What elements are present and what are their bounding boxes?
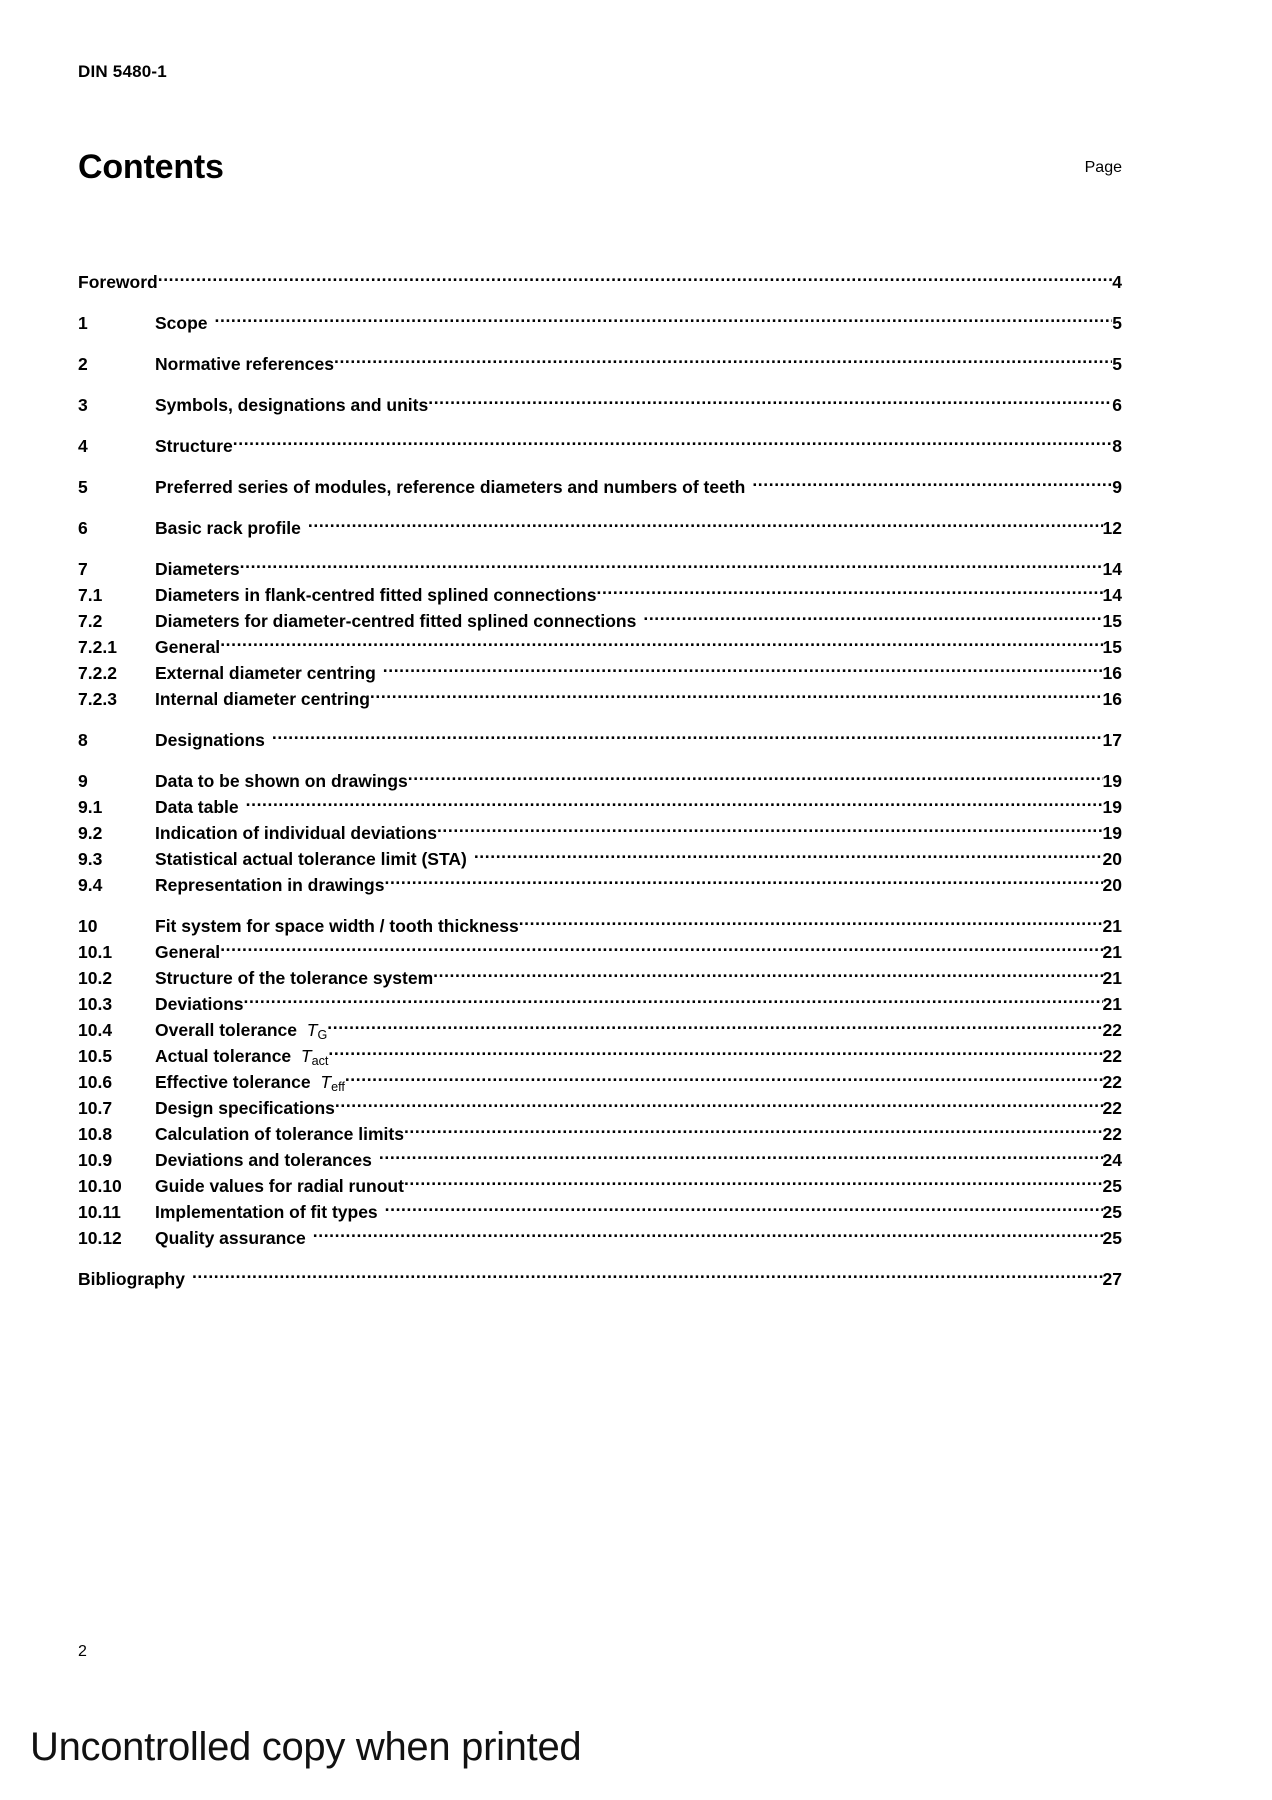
toc-dot-leader [384, 865, 1102, 891]
toc-entry-page-number: 15 [1102, 637, 1122, 657]
toc-entry-page-number: 20 [1102, 875, 1122, 895]
toc-entry-title [155, 660, 376, 686]
toc-entry-title-text: Actual tolerance [155, 1046, 292, 1066]
toc-entry-title-text: Statistical actual tolerance limit (STA) [155, 849, 467, 869]
toc-dot-leader [233, 426, 1112, 452]
toc-entry-title [155, 939, 220, 965]
toc-dot-leader [272, 720, 1103, 746]
toc-entry-page-number: 22 [1102, 1020, 1122, 1040]
toc-dot-leader [246, 787, 1103, 813]
toc-entry-symbol [297, 1020, 327, 1040]
toc-entry-number: 10 [78, 916, 98, 936]
toc-dot-leader [437, 813, 1103, 839]
toc-entry-page-number: 21 [1102, 942, 1122, 962]
toc-entry-title-text: Overall tolerance [155, 1020, 298, 1040]
toc-entry-number: 7.2.3 [78, 689, 117, 709]
toc-entry[interactable] [78, 627, 1122, 657]
toc-entry-number: 10.11 [78, 1202, 121, 1222]
page-column-label: Page [1084, 159, 1122, 176]
toc-entry-title-text: External diameter centring [155, 663, 376, 683]
toc-entry-title-text: Symbols, designations and units [155, 395, 429, 415]
toc-entry-page-number: 25 [1102, 1176, 1122, 1196]
toc-entry-page-number: 25 [1102, 1228, 1122, 1248]
toc-entry-number: 2 [78, 354, 88, 374]
toc-entry-page-number: 14 [1102, 559, 1122, 579]
toc-entry-title-text: Quality assurance [155, 1228, 306, 1248]
toc-dot-leader [308, 508, 1103, 534]
toc-entry[interactable] [78, 549, 1122, 579]
toc-entry[interactable] [78, 653, 1122, 683]
toc-entry-number: 9.1 [78, 797, 103, 817]
toc-entry-title-text: Implementation of fit types [155, 1202, 378, 1222]
toc-entry-title-text: Deviations and tolerances [155, 1150, 372, 1170]
toc-entry-page-number: 16 [1102, 689, 1122, 709]
toc-entry-title [155, 1095, 335, 1121]
toc-dot-leader [345, 1062, 1103, 1088]
toc-entry-page-number: 22 [1102, 1098, 1122, 1118]
toc-entry-page-number: 21 [1102, 994, 1122, 1014]
toc-entry[interactable] [78, 1259, 1122, 1289]
toc-entry-page-number: 22 [1102, 1046, 1122, 1066]
toc-entry-page-number: 9 [1112, 477, 1122, 497]
toc-entry-title-text: Diameters in flank-centred fitted splined connections [155, 585, 597, 605]
toc-entry-title [155, 1017, 327, 1045]
toc-entry-page-number: 22 [1102, 1072, 1122, 1092]
toc-dot-leader [596, 575, 1102, 601]
toc-entry[interactable] [78, 385, 1122, 415]
watermark-uncontrolled-copy: Uncontrolled copy when printed [30, 1725, 582, 1769]
toc-entry-title [78, 1266, 185, 1292]
toc-dot-leader [192, 1259, 1103, 1285]
toc-entry-title [155, 820, 437, 846]
toc-dot-leader [519, 906, 1103, 932]
toc-entry-title-text: Fit system for space width / tooth thickness [155, 916, 519, 936]
toc-entry-title [155, 1173, 404, 1199]
toc-entry-title [155, 515, 301, 541]
toc-entry-title-text: Preferred series of modules, reference diameters and numbers of teeth [155, 477, 746, 497]
folio-page-number: 2 [78, 1643, 87, 1660]
toc-entry-page-number: 16 [1102, 663, 1122, 683]
toc-entry[interactable] [78, 426, 1122, 456]
toc-dot-leader [220, 932, 1102, 958]
toc-entry-title-text: Deviations [155, 994, 244, 1014]
toc-dot-leader [752, 467, 1112, 493]
toc-entry-title-text: Internal diameter centring [155, 689, 370, 709]
toc-entry-number: 7 [78, 559, 88, 579]
symbol-variable: T [300, 1046, 312, 1066]
toc-dot-leader [370, 679, 1103, 705]
toc-entry-title-text: Normative references [155, 354, 334, 374]
toc-entry-number: 10.6 [78, 1072, 113, 1092]
toc-entry-title [155, 1069, 345, 1097]
toc-entry-number: 10.8 [78, 1124, 113, 1144]
toc-entry[interactable] [78, 958, 1122, 988]
toc-entry-title-text: Indication of individual deviations [155, 823, 437, 843]
toc-entry-number: 9 [78, 771, 88, 791]
toc-entry-page-number: 24 [1102, 1150, 1122, 1170]
toc-entry-page-number: 17 [1102, 730, 1122, 750]
toc-entry-title [155, 794, 239, 820]
toc-entry[interactable] [78, 720, 1122, 750]
toc-entry-title [155, 392, 428, 418]
toc-entry-title [155, 351, 334, 377]
toc-entry-number: 10.9 [78, 1150, 113, 1170]
toc-dot-leader [379, 1140, 1103, 1166]
toc-entry-number: 10.7 [78, 1098, 113, 1118]
toc-entry-number: 9.2 [78, 823, 103, 843]
toc-entry[interactable] [78, 761, 1122, 791]
toc-dot-leader [334, 344, 1112, 370]
toc-dot-leader [313, 1218, 1103, 1244]
toc-entry-number: 7.1 [78, 585, 103, 605]
page-title: Contents [78, 148, 224, 186]
symbol-variable: T [306, 1020, 318, 1040]
toc-entry-title-text: Representation in drawings [155, 875, 385, 895]
toc-entry-title-text: Effective tolerance [155, 1072, 311, 1092]
toc-entry-title [155, 727, 265, 753]
toc-entry-title-text: Diameters [155, 559, 240, 579]
toc-dot-leader [428, 385, 1112, 411]
toc-dot-leader [474, 839, 1103, 865]
symbol-subscript: act [311, 1054, 329, 1068]
toc-entry-title [155, 310, 208, 336]
toc-entry-page-number: 19 [1102, 771, 1122, 791]
toc-entry-number: 10.5 [78, 1046, 113, 1066]
toc-dot-leader [385, 1192, 1103, 1218]
running-head-standard-number: DIN 5480-1 [78, 62, 167, 81]
toc-entry-number: 10.3 [78, 994, 113, 1014]
toc-entry-page-number: 8 [1112, 436, 1122, 456]
toc-entry-title [78, 269, 158, 295]
toc-entry-title [155, 1225, 306, 1251]
toc-entry-number: 1 [78, 313, 88, 333]
toc-entry-page-number: 19 [1102, 797, 1122, 817]
table-of-contents [78, 262, 1122, 1289]
toc-dot-leader [383, 653, 1103, 679]
toc-entry-page-number: 4 [1112, 272, 1122, 292]
toc-entry-title [155, 433, 233, 459]
toc-entry-number: 3 [78, 395, 88, 415]
symbol-subscript: G [317, 1028, 328, 1042]
toc-entry-title [155, 556, 240, 582]
toc-entry-title-text: Calculation of tolerance limits [155, 1124, 404, 1144]
toc-entry[interactable] [78, 906, 1122, 936]
toc-entry-symbol [291, 1046, 328, 1066]
toc-entry-title [155, 474, 745, 500]
toc-entry-title [155, 991, 244, 1017]
toc-entry[interactable] [78, 262, 1122, 292]
toc-entry-page-number: 22 [1102, 1124, 1122, 1144]
toc-entry-number: 10.10 [78, 1176, 122, 1196]
toc-dot-leader [643, 601, 1102, 627]
toc-entry-number: 10.4 [78, 1020, 113, 1040]
toc-entry-page-number: 5 [1112, 354, 1122, 374]
toc-entry-page-number: 21 [1102, 968, 1122, 988]
toc-dot-leader [404, 1166, 1103, 1192]
toc-dot-leader [240, 549, 1103, 575]
symbol-variable: T [320, 1072, 332, 1092]
toc-entry[interactable] [78, 344, 1122, 374]
toc-entry-page-number: 27 [1102, 1269, 1122, 1289]
contents-header [78, 148, 1122, 187]
toc-entry-number: 5 [78, 477, 88, 497]
toc-entry-title-text: Guide values for radial runout [155, 1176, 404, 1196]
toc-entry-title-text: Scope [155, 313, 208, 333]
toc-entry-title [155, 1043, 328, 1071]
toc-entry-page-number: 25 [1102, 1202, 1122, 1222]
toc-dot-leader [215, 303, 1112, 329]
toc-dot-leader [328, 1036, 1102, 1062]
toc-entry-title-text: Designations [155, 730, 265, 750]
toc-entry-title [155, 1121, 404, 1147]
toc-entry-page-number: 5 [1112, 313, 1122, 333]
toc-dot-leader [404, 1114, 1103, 1140]
toc-entry-title-text: Structure of the tolerance system [155, 968, 434, 988]
toc-entry-title-text: General [155, 637, 221, 657]
toc-entry[interactable] [78, 467, 1122, 497]
toc-entry-page-number: 14 [1102, 585, 1122, 605]
toc-dot-leader [327, 1010, 1102, 1036]
toc-entry-title-text: Data table [155, 797, 239, 817]
toc-entry-page-number: 21 [1102, 916, 1122, 936]
toc-entry-page-number: 6 [1112, 395, 1122, 415]
toc-entry-title [155, 582, 596, 608]
toc-entry-number: 7.2.2 [78, 663, 117, 683]
toc-entry-title-text: Structure [155, 436, 233, 456]
toc-entry-title-text: General [155, 942, 221, 962]
toc-entry[interactable] [78, 932, 1122, 962]
toc-entry-title-text: Design specifications [155, 1098, 335, 1118]
toc-entry-number: 7.2.1 [78, 637, 117, 657]
toc-dot-leader [433, 958, 1102, 984]
toc-entry-page-number: 20 [1102, 849, 1122, 869]
toc-entry-number: 6 [78, 518, 88, 538]
toc-dot-leader [220, 627, 1102, 653]
toc-entry-number: 10.2 [78, 968, 113, 988]
toc-entry-title [155, 686, 370, 712]
toc-dot-leader [335, 1088, 1103, 1114]
toc-entry-title-text: Bibliography [78, 1269, 185, 1289]
toc-entry-number: 9.3 [78, 849, 103, 869]
toc-entry-number: 10.1 [78, 942, 113, 962]
toc-entry[interactable] [78, 303, 1122, 333]
toc-dot-leader [244, 984, 1103, 1010]
symbol-subscript: eff [331, 1080, 345, 1094]
toc-entry-page-number: 19 [1102, 823, 1122, 843]
toc-entry-number: 7.2 [78, 611, 103, 631]
toc-entry-title-text: Basic rack profile [155, 518, 301, 538]
toc-entry-title-text: Data to be shown on drawings [155, 771, 408, 791]
toc-entry-title [155, 872, 384, 898]
toc-entry-title [155, 634, 220, 660]
toc-entry[interactable] [78, 508, 1122, 538]
toc-entry-number: 8 [78, 730, 88, 750]
toc-entry-number: 4 [78, 436, 88, 456]
toc-dot-leader [408, 761, 1103, 787]
toc-entry-title-text: Diameters for diameter-centred fitted splined connections [155, 611, 637, 631]
toc-entry-title [155, 1147, 372, 1173]
toc-entry-page-number: 12 [1102, 518, 1122, 538]
toc-entry-page-number: 15 [1102, 611, 1122, 631]
toc-entry-title-text: Foreword [78, 272, 158, 292]
toc-dot-leader [158, 262, 1112, 288]
toc-entry-number: 10.12 [78, 1228, 122, 1248]
toc-entry-number: 9.4 [78, 875, 103, 895]
